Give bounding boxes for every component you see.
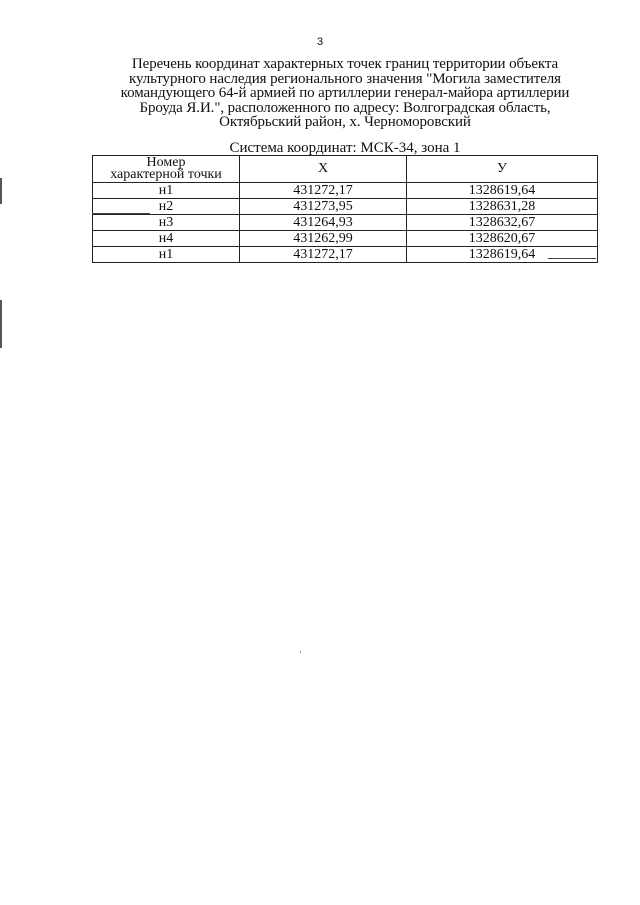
coordinate-system-label: Система координат: МСК-34, зона 1 (229, 140, 461, 156)
header-point-line1: Номер (146, 155, 186, 170)
scan-edge-mark (0, 300, 2, 348)
table-header-row (93, 156, 598, 183)
title-line: Октябрьский район, х. Черноморовский (219, 114, 471, 131)
table-row (93, 199, 598, 215)
cell-point: н2 (93, 199, 240, 215)
document-title (92, 57, 598, 130)
cell-x: 431264,93 (240, 215, 407, 231)
scan-edge-mark (0, 178, 2, 204)
cell-point: н4 (93, 231, 240, 247)
header-x: X (240, 156, 407, 183)
page-number: 3 (316, 36, 324, 48)
cell-y: 1328619,64 (407, 247, 598, 263)
title-line: Перечень координат характерных точек границ территории объекта (131, 56, 559, 72)
cell-x: 431262,99 (240, 231, 407, 247)
cell-y: 1328620,67 (407, 231, 598, 247)
cell-y: 1328619,64 (407, 183, 598, 199)
header-point-number (93, 156, 240, 183)
pen-stroke (92, 213, 150, 214)
cell-x: 431272,17 (240, 247, 407, 263)
table-row (93, 215, 598, 231)
cell-point: н1 (93, 183, 240, 199)
scan-speck (300, 651, 301, 653)
table-row (93, 247, 598, 263)
cell-x: 431272,17 (240, 183, 407, 199)
cell-y: 1328632,67 (407, 215, 598, 231)
table-row (93, 183, 598, 199)
header-point-line2: характерной точки (110, 167, 222, 182)
cell-point: н1 (93, 247, 240, 263)
title-line: Броуда Я.И.", расположенного по адресу: Волгоградская область, (139, 99, 551, 116)
table-row (93, 231, 598, 247)
header-y: У (407, 156, 598, 183)
title-line: командующего 64-й армией по артиллерии генерал-майора артиллерии (120, 85, 570, 102)
cell-y: 1328631,28 (407, 199, 598, 215)
cell-point: н3 (93, 215, 240, 231)
cell-x: 431273,95 (240, 199, 407, 215)
pen-stroke (548, 258, 596, 259)
coordinates-table (92, 155, 598, 263)
title-line: культурного наследия регионального значения "Могила заместителя (129, 70, 561, 87)
